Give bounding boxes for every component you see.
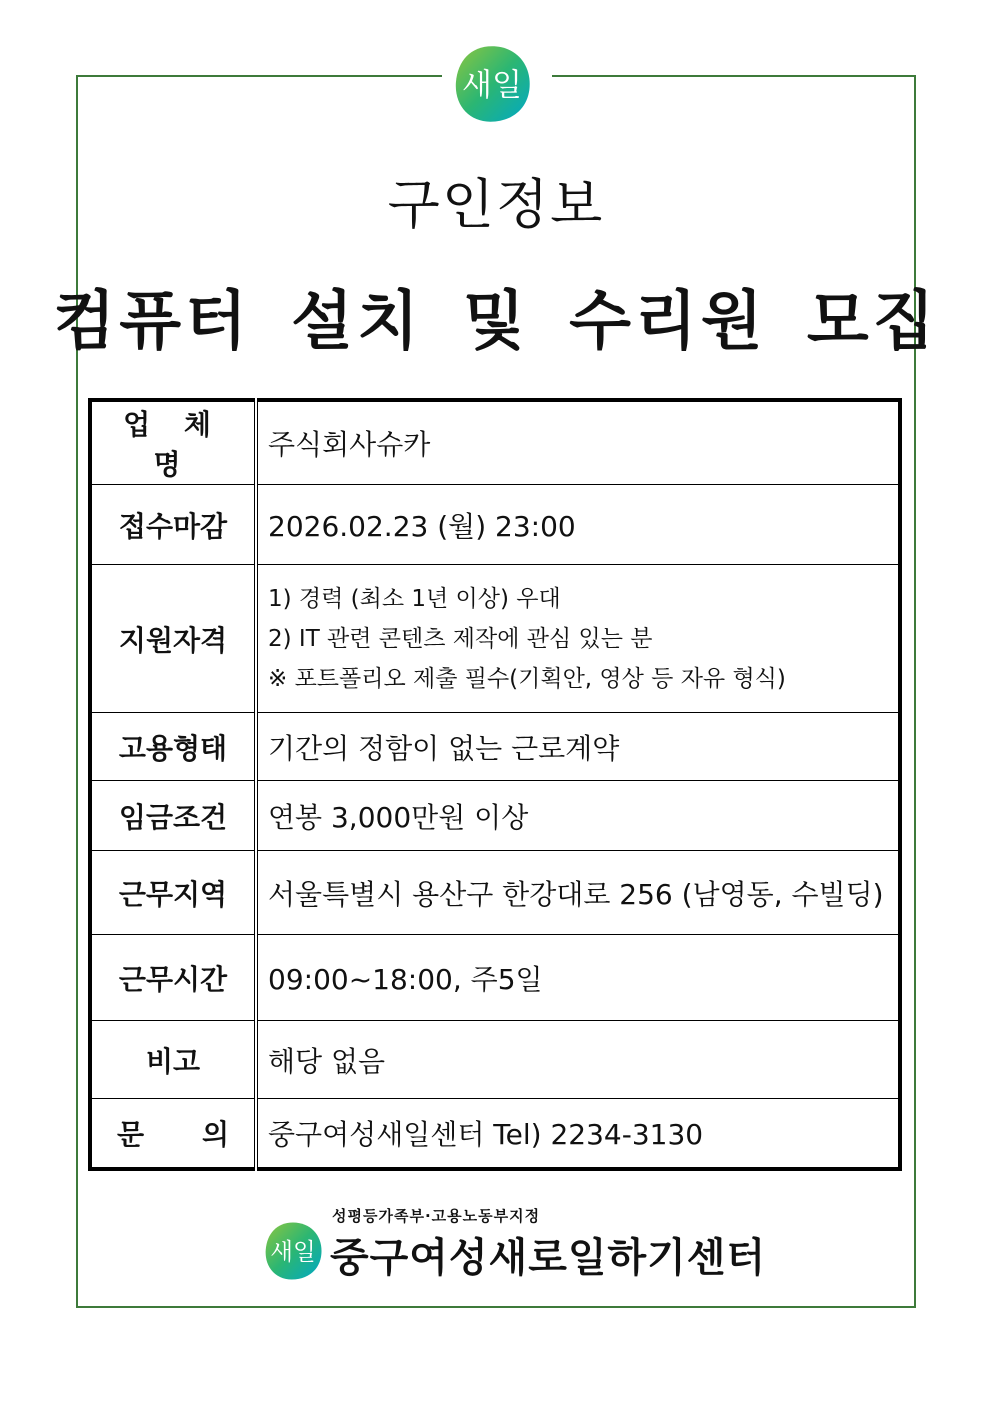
qualification-line: 1) 경력 (최소 1년 이상) 우대 (268, 585, 561, 612)
saeil-footer-logo-icon (262, 1220, 324, 1282)
qualification-line: 2) IT 관련 콘텐츠 제작에 관심 있는 분 (268, 625, 653, 652)
saeil-logo-icon (451, 43, 533, 125)
center-name: 중구여성새로일하기센터 (330, 1235, 767, 1281)
designation-text: 성평등가족부·고용노동부지정 (332, 1207, 541, 1225)
value-remarks: 해당 없음 (256, 1021, 900, 1099)
svg-text:새일: 새일 (270, 1237, 316, 1266)
table-row (90, 485, 900, 565)
job-title: 컴퓨터 설치 및 수리원 모집 (53, 285, 939, 359)
value-employment-type: 기간의 정함이 없는 근로계약 (256, 713, 900, 781)
label-company: 업 체 명 (90, 400, 256, 485)
value-qualification (256, 565, 900, 713)
label-inquiry: 문 의 (90, 1099, 256, 1169)
svg-text:새일: 새일 (461, 67, 523, 104)
table-row (90, 935, 900, 1021)
job-info-table (88, 398, 902, 1171)
label-qualification: 지원자격 (90, 565, 256, 713)
label-location: 근무지역 (90, 851, 256, 935)
table-row (90, 1021, 900, 1099)
label-remarks: 비고 (90, 1021, 256, 1099)
table-row (90, 781, 900, 851)
value-deadline: 2026.02.23 (월) 23:00 (256, 485, 900, 565)
value-location: 서울특별시 용산구 한강대로 256 (남영동, 수빌딩) (256, 851, 900, 935)
label-salary: 임금조건 (90, 781, 256, 851)
value-inquiry: 중구여성새일센터 Tel) 2234-3130 (256, 1099, 900, 1169)
value-salary: 연봉 3,000만원 이상 (256, 781, 900, 851)
qualification-line: ※ 포트폴리오 제출 필수(기획안, 영상 등 자유 형식) (268, 665, 786, 692)
table-row (90, 713, 900, 781)
table-row (90, 565, 900, 713)
value-company: 주식회사슈카 (256, 400, 900, 485)
table-row (90, 1099, 900, 1169)
label-deadline: 접수마감 (90, 485, 256, 565)
label-hours: 근무시간 (90, 935, 256, 1021)
label-employment-type: 고용형태 (90, 713, 256, 781)
table-row (90, 851, 900, 935)
table-row (90, 400, 900, 485)
value-hours: 09:00~18:00, 주5일 (256, 935, 900, 1021)
category-heading: 구인정보 (387, 173, 605, 236)
